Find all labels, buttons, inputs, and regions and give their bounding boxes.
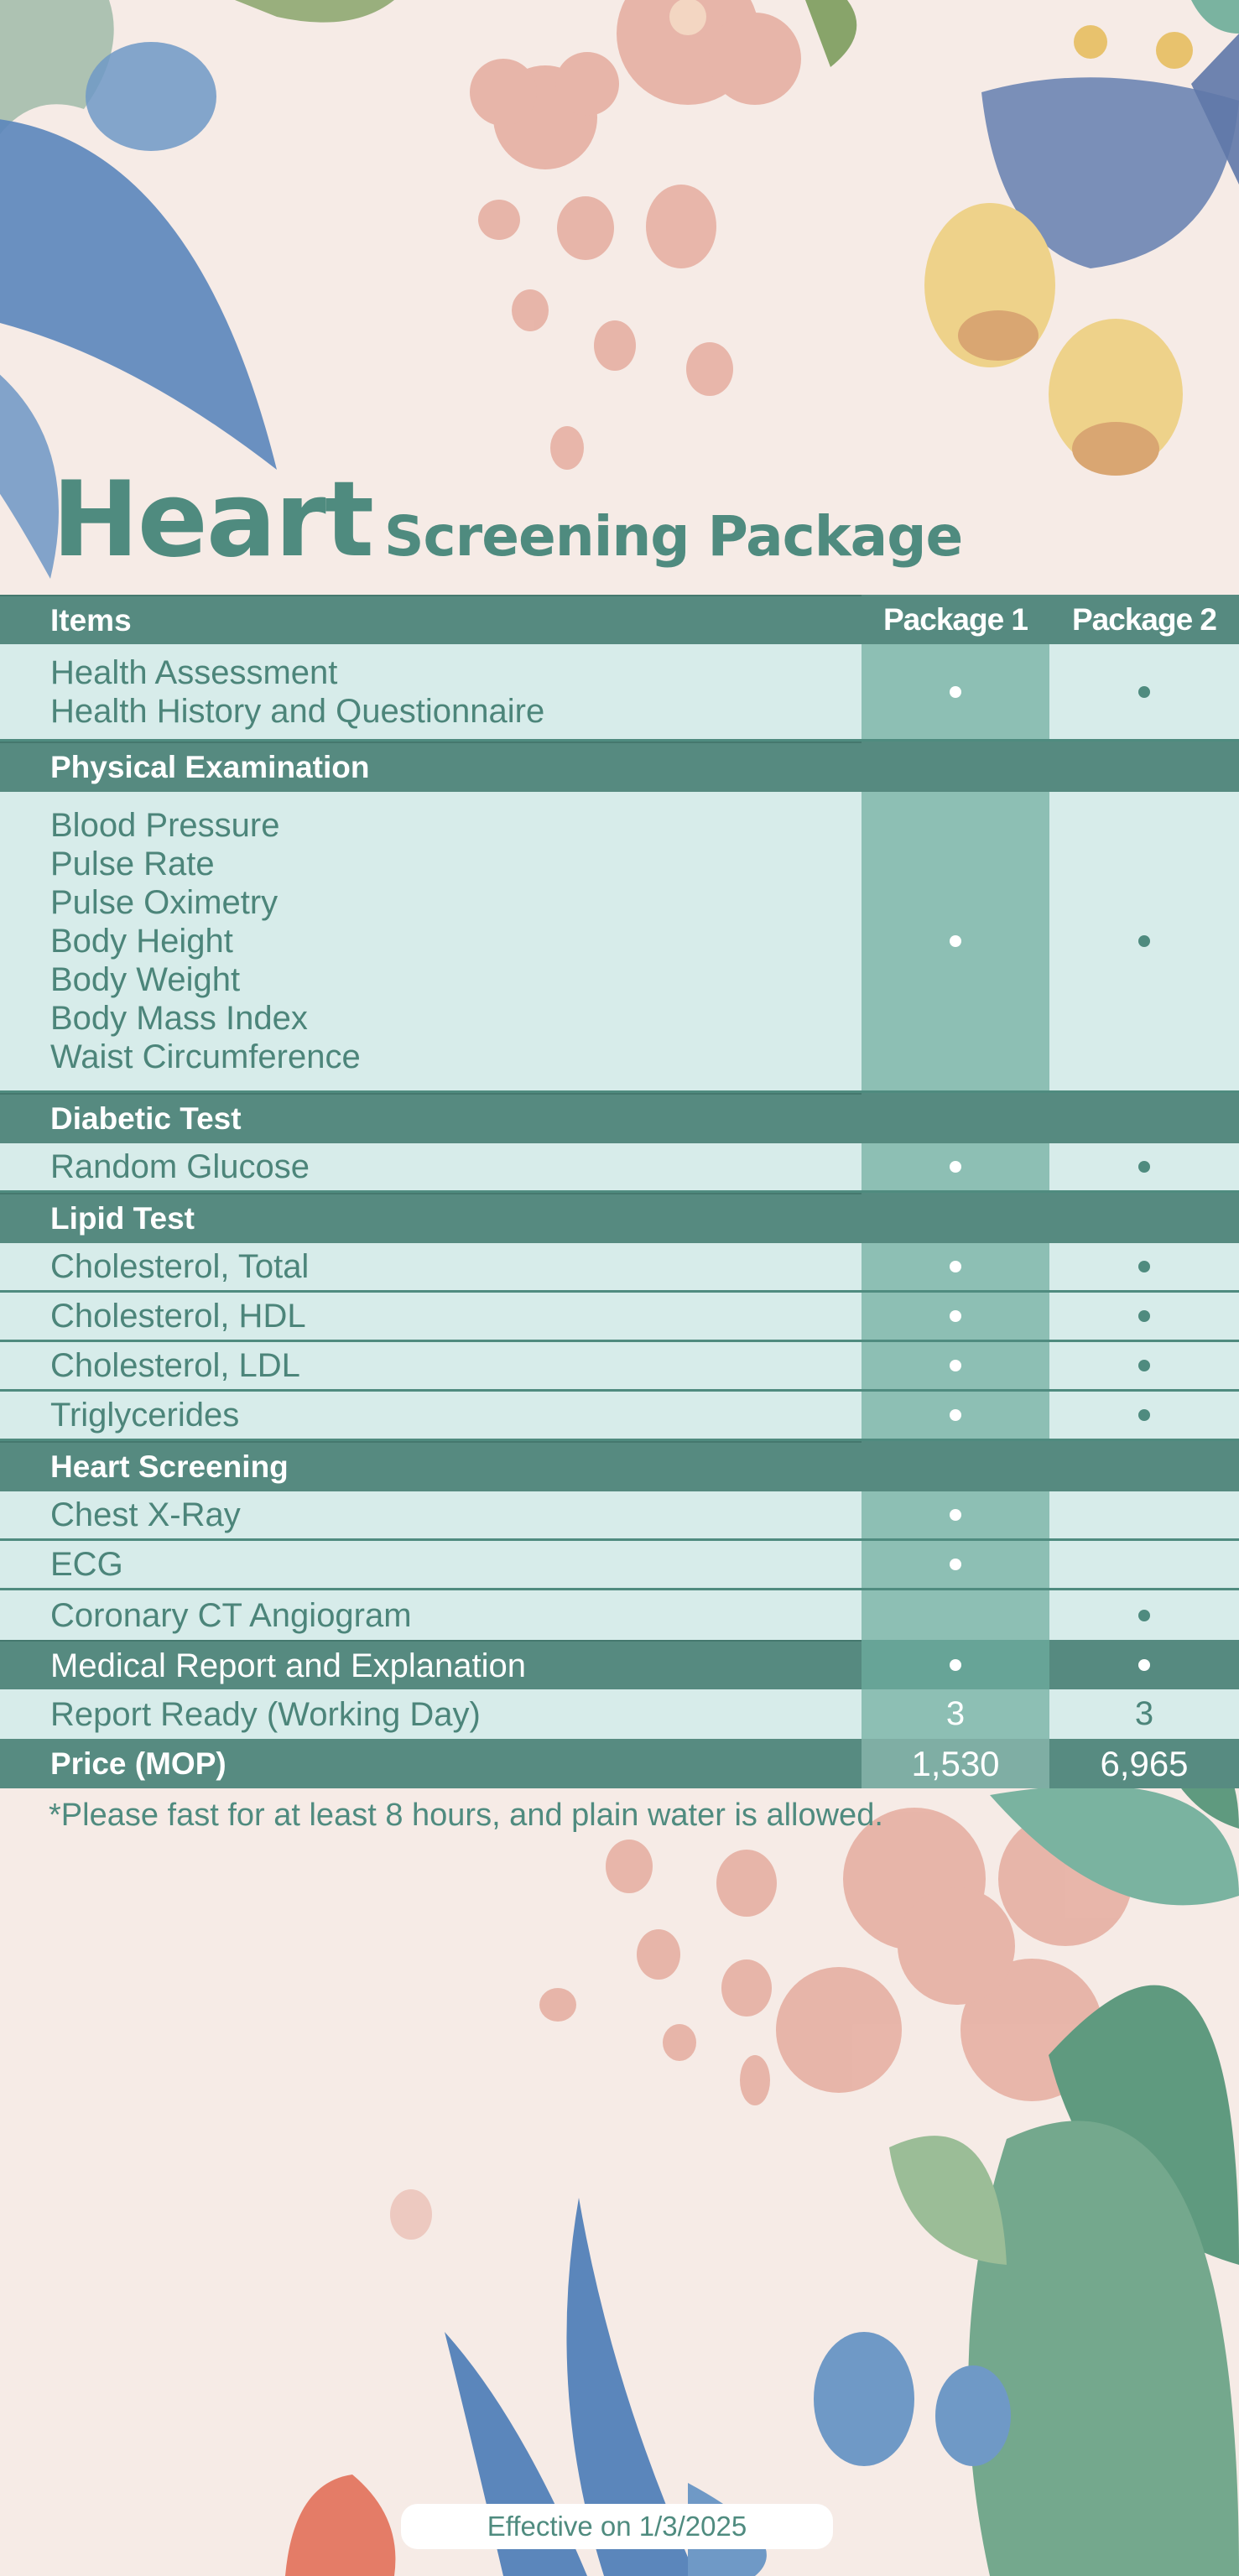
item-label: Body Weight [50, 961, 241, 998]
item-label: Triglycerides [50, 1397, 240, 1434]
item-label: Random Glucose [50, 1148, 310, 1185]
item-label: Chest X-Ray [50, 1496, 241, 1533]
item-label: Body Height [50, 923, 233, 960]
table-row [0, 1293, 1239, 1342]
table-row [0, 1342, 1239, 1392]
report-ready-row [0, 1689, 1239, 1739]
item-label: Pulse Oximetry [50, 884, 279, 921]
table-row [0, 1143, 1239, 1193]
included-dot [862, 1541, 1049, 1588]
included-dot [1049, 1640, 1239, 1689]
table-row [0, 1491, 1239, 1541]
included-dot [862, 792, 1049, 1090]
price-package-2: 6,965 [1100, 1743, 1189, 1783]
section-header [0, 742, 1239, 792]
package-table [0, 595, 1239, 1788]
included-dot [862, 644, 1049, 739]
item-label: Cholesterol, HDL [50, 1298, 306, 1335]
title-main: Heart [52, 460, 372, 580]
included-dot [1049, 1143, 1239, 1190]
column-header-items: Items [50, 602, 132, 637]
included-dot [1049, 1392, 1239, 1439]
table-row [0, 644, 1239, 742]
ready-package-2: 3 [1134, 1695, 1154, 1732]
section-label: Diabetic Test [50, 1101, 242, 1136]
item-label: Blood Pressure [50, 807, 280, 844]
section-label: Heart Screening [50, 1449, 289, 1484]
price-package-1: 1,530 [911, 1743, 1000, 1783]
section-label: Lipid Test [50, 1201, 195, 1236]
table-row [0, 1590, 1239, 1640]
included-dot [1049, 644, 1239, 739]
item-label: ECG [50, 1546, 123, 1583]
section-header [0, 1441, 1239, 1491]
effective-date-badge: Effective on 1/3/2025 [401, 2504, 833, 2549]
price-label: Price (MOP) [50, 1746, 226, 1781]
included-dot [1049, 1342, 1239, 1389]
table-row [0, 1243, 1239, 1293]
included-dot [1049, 1590, 1239, 1640]
item-label: Health History and Questionnaire [50, 692, 545, 730]
included-dot [862, 1342, 1049, 1389]
included-dot [862, 1243, 1049, 1290]
item-label: Waist Circumference [50, 1038, 361, 1075]
included-dot [862, 1143, 1049, 1190]
report-label: Medical Report and Explanation [50, 1647, 527, 1684]
included-dot [862, 1491, 1049, 1538]
title-sub: Screening Package [383, 504, 963, 569]
ready-label: Report Ready (Working Day) [50, 1695, 481, 1733]
item-label: Cholesterol, LDL [50, 1347, 300, 1384]
item-label: Health Assessment [50, 653, 338, 691]
included-dot [862, 1293, 1049, 1340]
medical-report-row [0, 1640, 1239, 1689]
fasting-note: *Please fast for at least 8 hours, and plain water is allowed. [49, 1798, 883, 1833]
item-label: Coronary CT Angiogram [50, 1596, 412, 1634]
price-row [0, 1739, 1239, 1788]
table-row [0, 1541, 1239, 1590]
page-title [52, 460, 962, 580]
table-header-row [0, 595, 1239, 644]
item-label: Cholesterol, Total [50, 1248, 310, 1285]
section-header [0, 1193, 1239, 1243]
included-dot [862, 1392, 1049, 1439]
item-label: Pulse Rate [50, 846, 215, 882]
included-dot [1049, 792, 1239, 1090]
column-header-package-1: Package 1 [882, 601, 1028, 637]
table-row [0, 792, 1239, 1093]
included-dot [862, 1640, 1049, 1689]
included-dot [1049, 1243, 1239, 1290]
included-dot [1049, 1293, 1239, 1340]
ready-package-1: 3 [945, 1695, 966, 1732]
column-header-package-2: Package 2 [1071, 601, 1217, 637]
section-header [0, 1093, 1239, 1143]
table-row [0, 1392, 1239, 1441]
item-label: Body Mass Index [50, 1000, 308, 1037]
section-label: Physical Examination [50, 750, 370, 784]
